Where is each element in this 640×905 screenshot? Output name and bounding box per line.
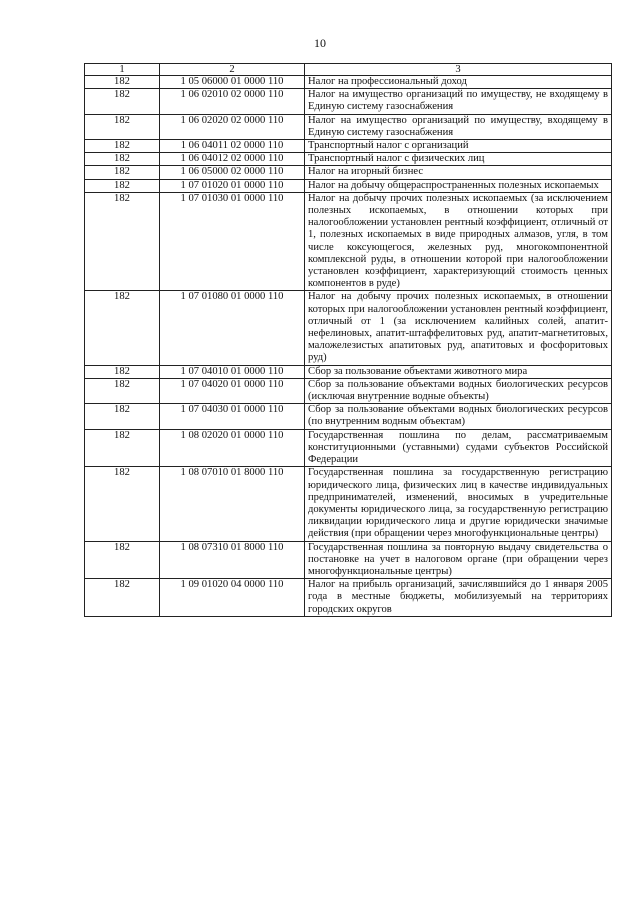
income-name-cell: Налог на прибыль организаций, зачислявшийся до 1 января 2005 года в местные бюджеты, мобилизуемый на территориях городских округов — [305, 579, 612, 617]
admin-code-cell: 182 — [85, 541, 160, 579]
income-name-cell: Налог на профессиональный доход — [305, 76, 612, 89]
budget-code-cell: 1 07 04020 01 0000 110 — [160, 378, 305, 403]
header-col-3: 3 — [305, 64, 612, 76]
table-row — [85, 541, 612, 579]
budget-code-cell: 1 08 07310 01 8000 110 — [160, 541, 305, 579]
table-row — [85, 365, 612, 378]
table-header-row — [85, 64, 612, 76]
income-name-cell: Налог на имущество организаций по имуществу, не входящему в Единую систему газоснабжения — [305, 89, 612, 114]
income-name-cell: Налог на игорный бизнес — [305, 166, 612, 179]
table-row — [85, 153, 612, 166]
table-row — [85, 166, 612, 179]
table-row — [85, 114, 612, 139]
admin-code-cell: 182 — [85, 153, 160, 166]
table-row — [85, 429, 612, 467]
budget-code-cell: 1 06 02010 02 0000 110 — [160, 89, 305, 114]
budget-code-cell: 1 07 04030 01 0000 110 — [160, 404, 305, 429]
budget-code-cell: 1 09 01020 04 0000 110 — [160, 579, 305, 617]
income-name-cell: Сбор за пользование объектами водных биологических ресурсов (исключая внутренние водные объекты) — [305, 378, 612, 403]
admin-code-cell: 182 — [85, 192, 160, 291]
budget-code-cell: 1 06 04011 02 0000 110 — [160, 140, 305, 153]
header-col-2: 2 — [160, 64, 305, 76]
income-name-cell: Налог на добычу общераспространенных полезных ископаемых — [305, 179, 612, 192]
table-row — [85, 89, 612, 114]
table-row — [85, 378, 612, 403]
budget-code-cell: 1 06 05000 02 0000 110 — [160, 166, 305, 179]
admin-code-cell: 182 — [85, 140, 160, 153]
income-name-cell: Налог на добычу прочих полезных ископаемых, в отношении которых при налогообложении установлен рентный коэффициент, отличный от 1 (за исключением калийных солей, апатит-нефелиновых, апатит-штаффелитовых руд, апатит-магнетитовых, маложелезистых апатитовых руд, апатитовых и фосфоритовых руд) — [305, 291, 612, 365]
table-row — [85, 467, 612, 541]
admin-code-cell: 182 — [85, 76, 160, 89]
income-name-cell: Государственная пошлина за повторную выдачу свидетельства о постановке на учет в налоговом органе (при обращении через многофункциональные центры) — [305, 541, 612, 579]
table-row — [85, 579, 612, 617]
income-name-cell: Налог на добычу прочих полезных ископаемых (за исключением полезных ископаемых, в отношении которых при налогообложении установлен рентный коэффициент, отличный от 1, полезных ископаемых в виде природных алмазов, угля, в том числе коксующегося, железных руд, многокомпонентной комплексной руды, в отношении которой при налогообложении установлен коэффициент, характеризующий стоимость ценных компонентов в руде) — [305, 192, 612, 291]
budget-code-cell: 1 07 01030 01 0000 110 — [160, 192, 305, 291]
income-name-cell: Сбор за пользование объектами водных биологических ресурсов (по внутренним водным объектам) — [305, 404, 612, 429]
admin-code-cell: 182 — [85, 579, 160, 617]
table-row — [85, 192, 612, 291]
table-row — [85, 76, 612, 89]
budget-code-cell: 1 08 07010 01 8000 110 — [160, 467, 305, 541]
budget-code-cell: 1 06 04012 02 0000 110 — [160, 153, 305, 166]
budget-code-cell: 1 08 02020 01 0000 110 — [160, 429, 305, 467]
budget-code-cell: 1 07 01020 01 0000 110 — [160, 179, 305, 192]
budget-code-cell: 1 07 01080 01 0000 110 — [160, 291, 305, 365]
admin-code-cell: 182 — [85, 89, 160, 114]
table-row — [85, 291, 612, 365]
income-name-cell: Транспортный налог с физических лиц — [305, 153, 612, 166]
admin-code-cell: 182 — [85, 114, 160, 139]
table-row — [85, 140, 612, 153]
admin-code-cell: 182 — [85, 429, 160, 467]
admin-code-cell: 182 — [85, 404, 160, 429]
income-name-cell: Налог на имущество организаций по имуществу, входящему в Единую систему газоснабжения — [305, 114, 612, 139]
income-name-cell: Сбор за пользование объектами животного мира — [305, 365, 612, 378]
budget-code-cell: 1 07 04010 01 0000 110 — [160, 365, 305, 378]
budget-code-cell: 1 06 02020 02 0000 110 — [160, 114, 305, 139]
admin-code-cell: 182 — [85, 365, 160, 378]
admin-code-cell: 182 — [85, 378, 160, 403]
admin-code-cell: 182 — [85, 166, 160, 179]
income-codes-table — [84, 63, 612, 617]
admin-code-cell: 182 — [85, 291, 160, 365]
page-number: 10 — [314, 36, 326, 50]
header-col-1: 1 — [85, 64, 160, 76]
admin-code-cell: 182 — [85, 467, 160, 541]
income-name-cell: Государственная пошлина по делам, рассматриваемым конституционными (уставными) судами субъектов Российской Федерации — [305, 429, 612, 467]
income-name-cell: Транспортный налог с организаций — [305, 140, 612, 153]
budget-code-cell: 1 05 06000 01 0000 110 — [160, 76, 305, 89]
income-name-cell: Государственная пошлина за государственную регистрацию юридического лица, физических лиц в качестве индивидуальных предпринимателей, изменений, вносимых в учредительные документы юридического лица, за государственную регистрацию ликвидации юридического лица и другие юридически значимые действия (при обращении через многофункциональные центры) — [305, 467, 612, 541]
table-row — [85, 179, 612, 192]
admin-code-cell: 182 — [85, 179, 160, 192]
table-row — [85, 404, 612, 429]
